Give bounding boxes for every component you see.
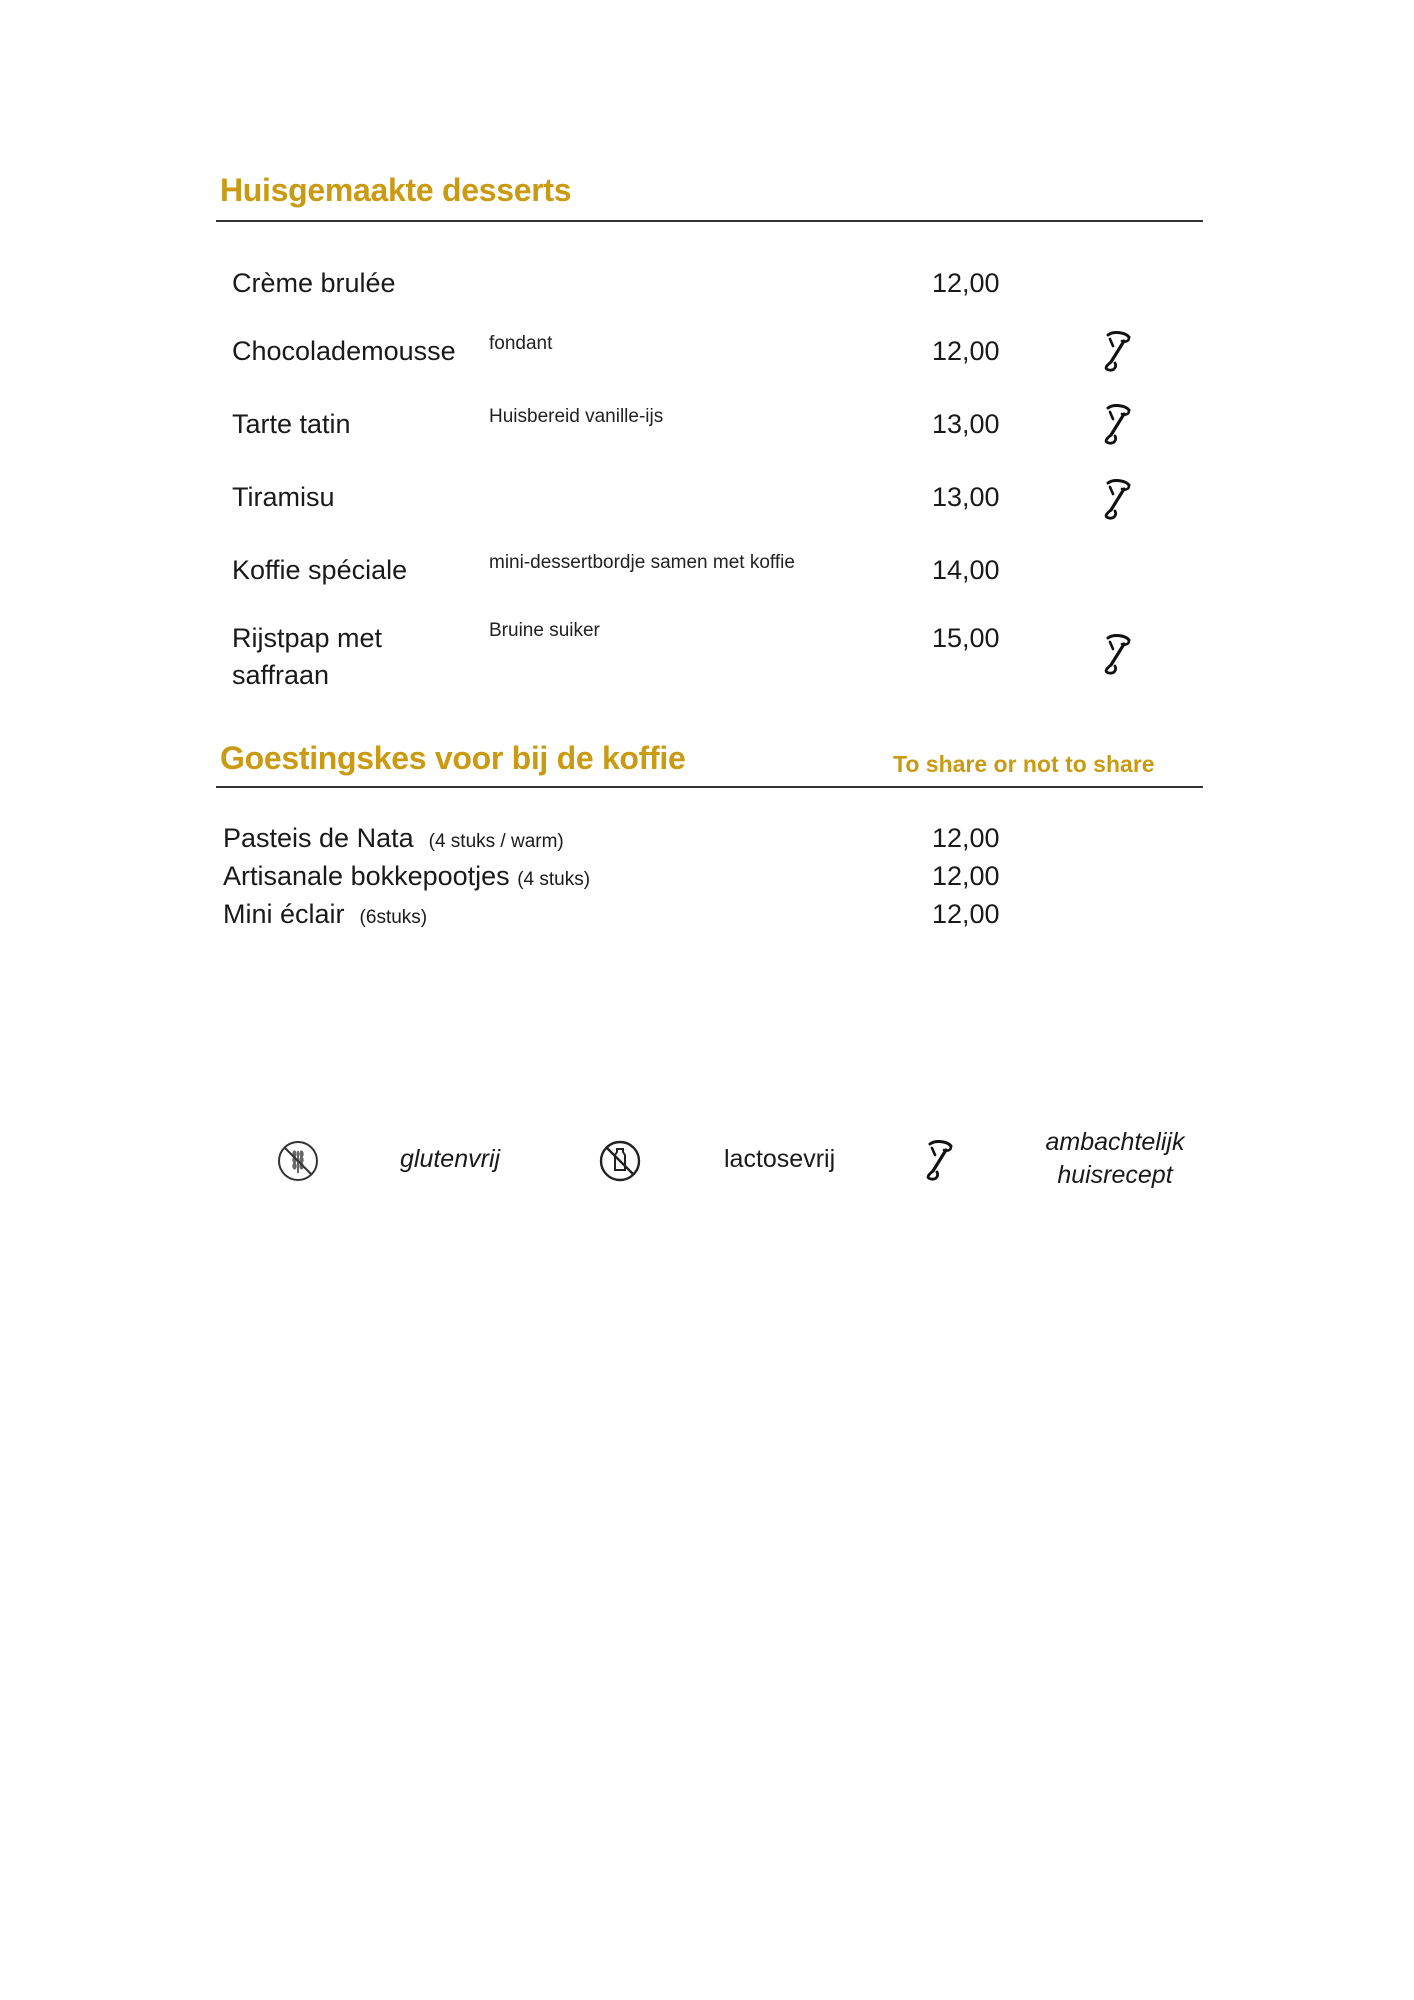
homemade-label-line1: ambachtelijk bbox=[1045, 1128, 1185, 1156]
snack-name: Mini éclair bbox=[223, 899, 345, 929]
whisk-icon bbox=[1098, 477, 1138, 521]
snacks-divider bbox=[216, 786, 1203, 788]
dessert-name: Crème brulée bbox=[232, 268, 396, 298]
lactose-free-icon bbox=[598, 1139, 642, 1183]
whisk-icon bbox=[1098, 329, 1138, 373]
desserts-title: Huisgemaakte desserts bbox=[220, 172, 572, 208]
snack-note: (6stuks) bbox=[359, 907, 428, 928]
homemade-label-line2: huisrecept bbox=[1057, 1161, 1173, 1189]
dessert-description: mini-dessertbordje samen met koffie bbox=[489, 552, 795, 573]
snack-item bbox=[223, 819, 1163, 857]
dessert-name: Tiramisu bbox=[232, 482, 335, 512]
dessert-name: Rijstpap met saffraan bbox=[232, 623, 383, 690]
desserts-divider bbox=[216, 220, 1203, 222]
snack-note: (4 stuks / warm) bbox=[428, 831, 564, 852]
snack-note: (4 stuks) bbox=[517, 869, 591, 890]
snack-price: 12,00 bbox=[932, 823, 1000, 853]
dessert-name: Koffie spéciale bbox=[232, 555, 408, 585]
lactose-free-label: lactosevrij bbox=[724, 1145, 836, 1173]
snack-price: 12,00 bbox=[932, 861, 1000, 891]
gluten-free-label: glutenvrij bbox=[400, 1145, 501, 1173]
snack-name: Pasteis de Nata bbox=[223, 823, 414, 853]
dessert-name: Chocolademousse bbox=[232, 336, 456, 366]
dessert-price: 14,00 bbox=[932, 555, 1000, 585]
dessert-description: fondant bbox=[489, 333, 553, 354]
snacks-subtitle: To share or not to share bbox=[893, 751, 1155, 777]
gluten-free-icon bbox=[276, 1139, 320, 1183]
dessert-description: Huisbereid vanille-ijs bbox=[489, 406, 664, 427]
snack-price: 12,00 bbox=[932, 899, 1000, 929]
dessert-price: 12,00 bbox=[932, 336, 1000, 366]
homemade-label bbox=[1030, 1126, 1200, 1192]
whisk-icon bbox=[1098, 632, 1138, 676]
snack-item bbox=[223, 895, 1163, 933]
dessert-description: Bruine suiker bbox=[489, 620, 600, 641]
snack-item bbox=[223, 857, 1163, 895]
dessert-price: 12,00 bbox=[932, 268, 1000, 298]
dessert-price: 13,00 bbox=[932, 482, 1000, 512]
dessert-price: 15,00 bbox=[932, 623, 1000, 653]
snack-name: Artisanale bokkepootjes bbox=[223, 861, 510, 891]
snacks-title: Goestingskes voor bij de koffie bbox=[220, 740, 686, 776]
dessert-price: 13,00 bbox=[932, 409, 1000, 439]
dessert-name: Tarte tatin bbox=[232, 409, 351, 439]
whisk-icon bbox=[1098, 402, 1138, 446]
whisk-icon bbox=[920, 1138, 960, 1182]
